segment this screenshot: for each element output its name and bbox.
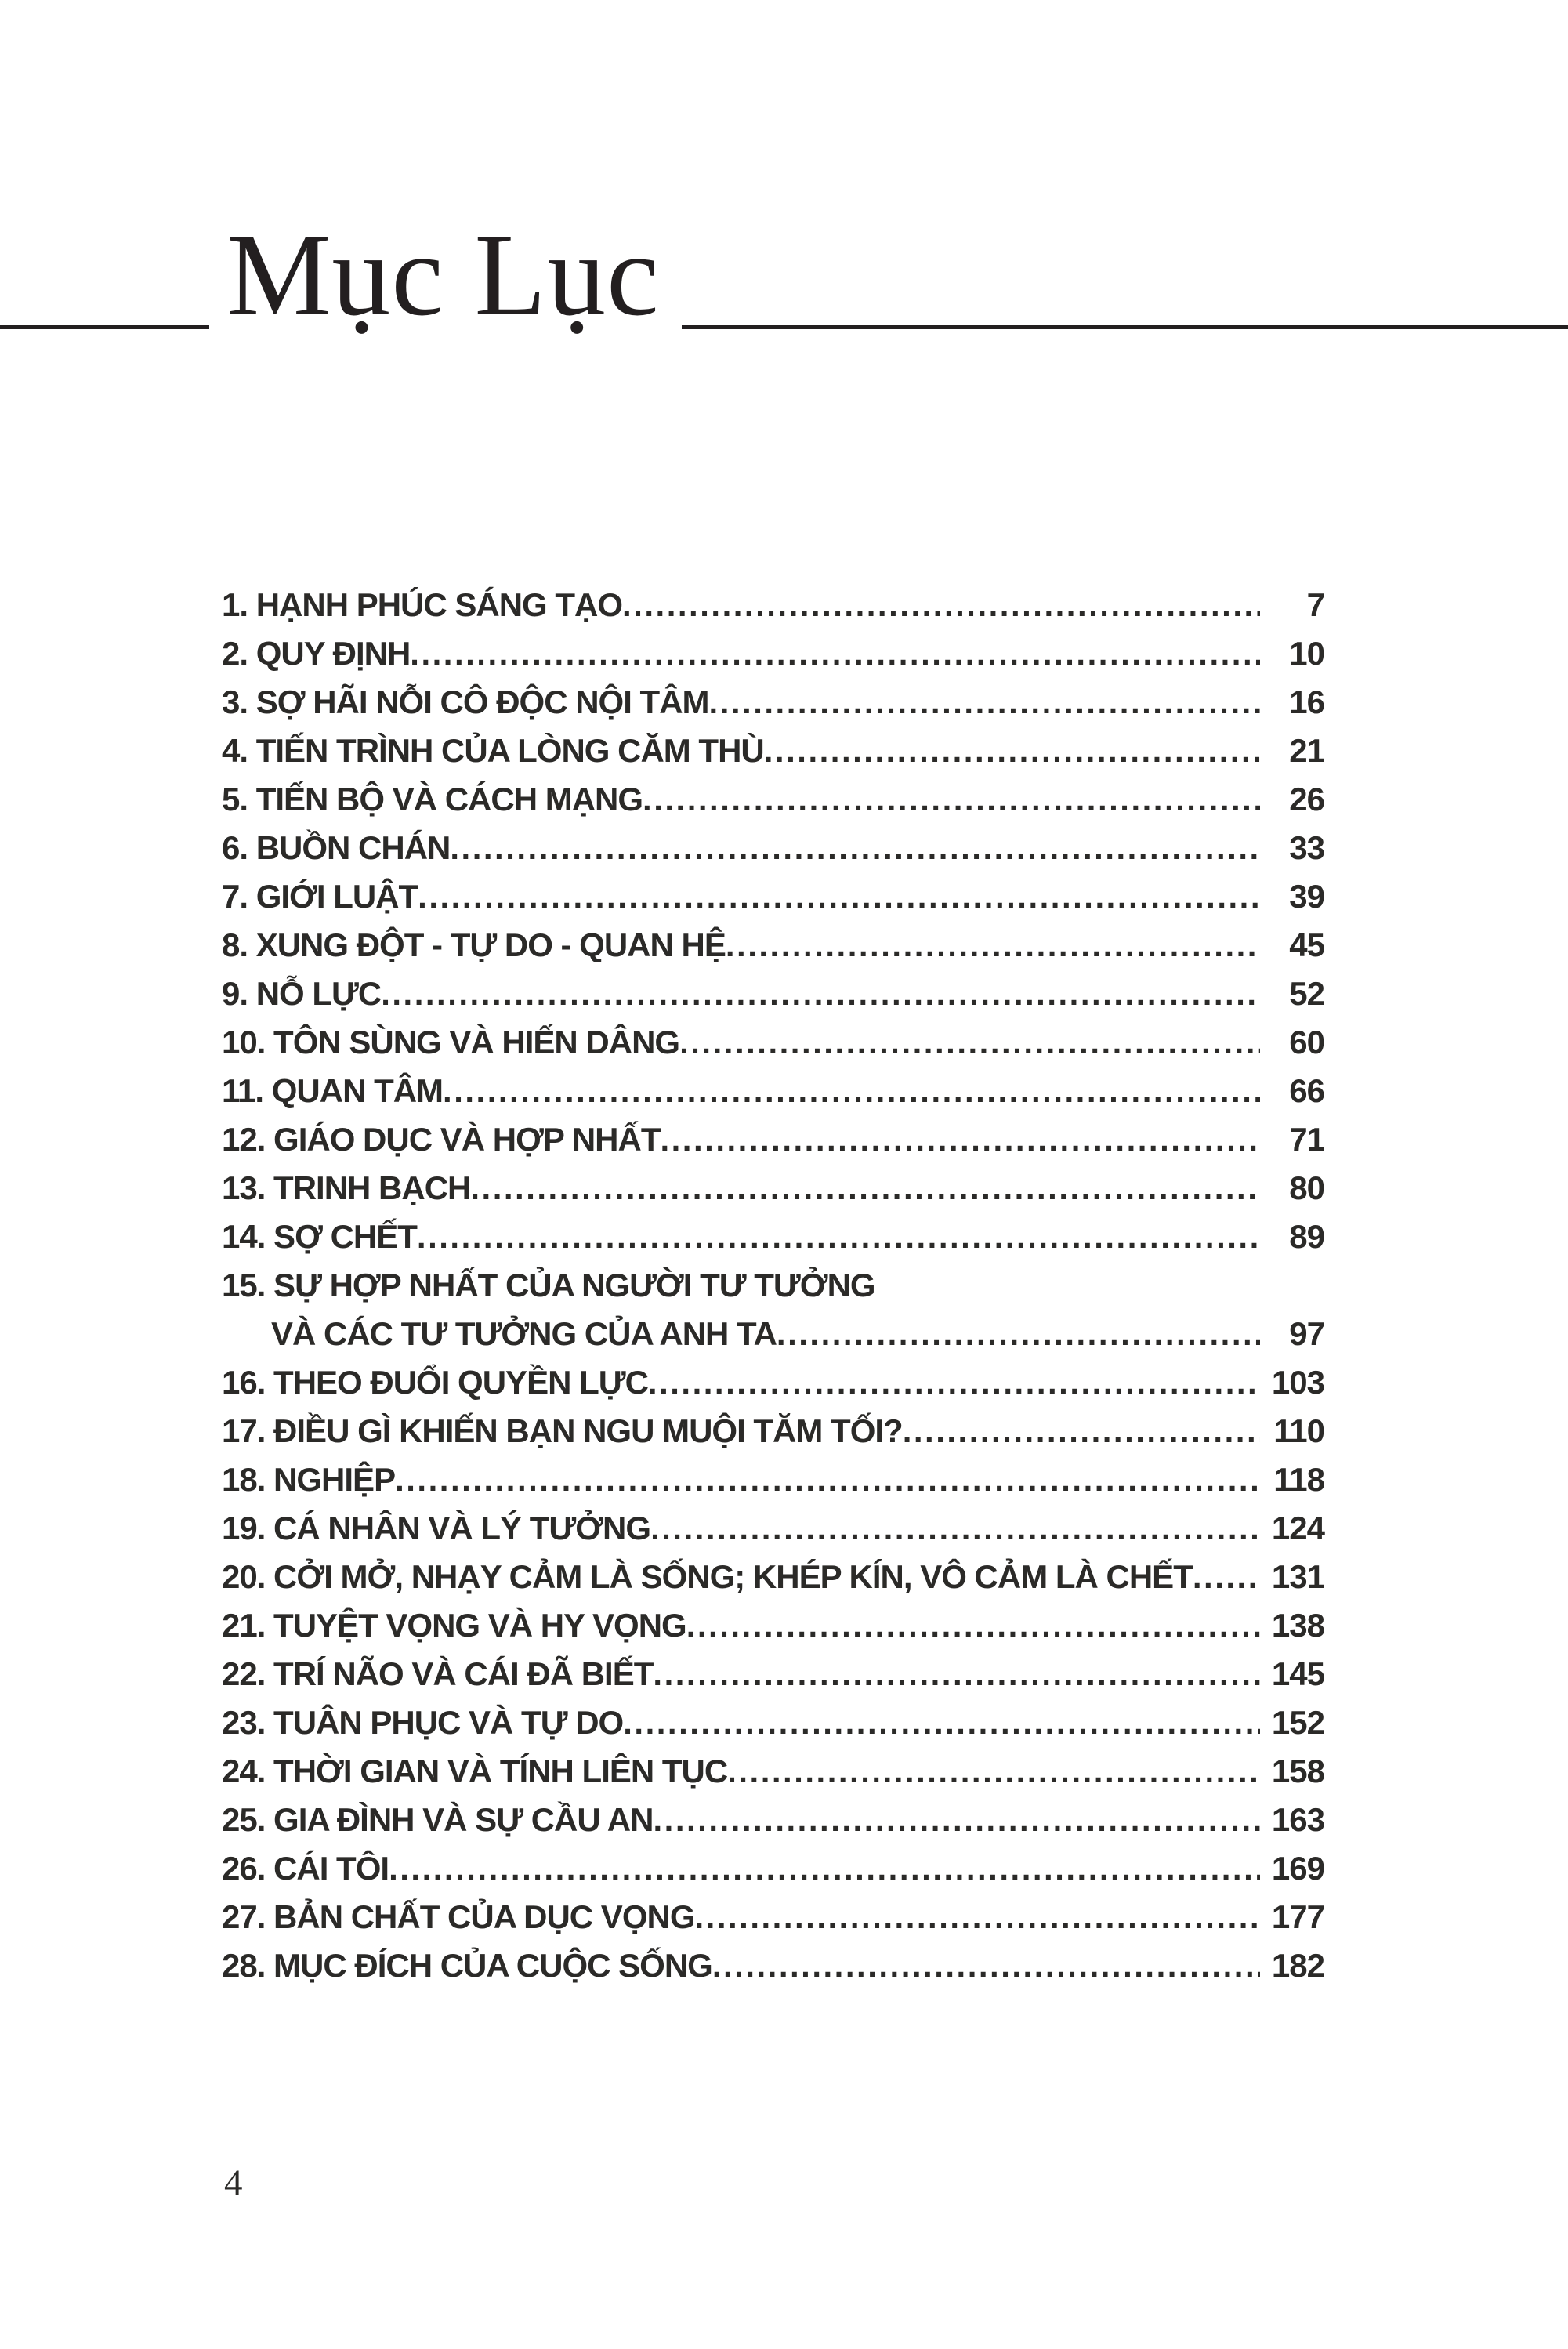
dot-leader xyxy=(443,1067,1260,1115)
toc-entry xyxy=(222,1261,1324,1310)
toc-entry xyxy=(222,1067,1324,1115)
toc-entry-page-number: 118 xyxy=(1273,1461,1324,1498)
toc-entry-label: 25. GIA ĐÌNH VÀ SỰ CẦU AN xyxy=(222,1801,654,1838)
dot-leader xyxy=(622,581,1260,629)
toc-entry xyxy=(222,872,1324,921)
dot-leader xyxy=(712,1941,1260,1990)
toc-entry-label: 4. TIẾN TRÌNH CỦA LÒNG CĂM THÙ xyxy=(222,732,764,769)
toc-entry xyxy=(222,1018,1324,1067)
toc-entry xyxy=(222,1893,1324,1941)
toc-entry-page-number: 177 xyxy=(1271,1898,1324,1935)
toc-entry xyxy=(222,970,1324,1018)
toc-entry xyxy=(222,1407,1324,1455)
toc-entry-label: 15. SỰ HỢP NHẤT CỦA NGƯỜI TƯ TƯỞNG xyxy=(222,1267,875,1303)
toc-entry-page-number: 182 xyxy=(1271,1947,1324,1984)
toc-entry-page-number: 103 xyxy=(1271,1364,1324,1401)
toc-entry-page-number: 45 xyxy=(1289,926,1324,963)
dot-leader xyxy=(623,1698,1260,1747)
page-title: Mục Lục xyxy=(209,216,682,334)
toc-entry xyxy=(222,1941,1324,1990)
toc-entry-label: 5. TIẾN BỘ VÀ CÁCH MẠNG xyxy=(222,781,643,817)
dot-leader xyxy=(395,1455,1260,1504)
dot-leader xyxy=(726,921,1260,970)
dot-leader xyxy=(903,1407,1260,1455)
toc-entry-page-number: 52 xyxy=(1289,975,1324,1012)
toc-entry-label: 24. THỜI GIAN VÀ TÍNH LIÊN TỤC xyxy=(222,1753,728,1789)
toc-entry-page-number: 66 xyxy=(1289,1072,1324,1109)
toc-entry xyxy=(222,921,1324,970)
toc-entry xyxy=(222,1650,1324,1698)
toc-entry-page-number: 16 xyxy=(1289,683,1324,720)
toc-entry-label: 14. SỢ CHẾT xyxy=(222,1218,417,1255)
toc-entry-label: 11. QUAN TÂM xyxy=(222,1072,444,1109)
toc-entry-page-number: 26 xyxy=(1289,781,1324,817)
toc-entry-page-number: 89 xyxy=(1289,1218,1324,1255)
toc-entry-label: 13. TRINH BẠCH xyxy=(222,1169,471,1206)
dot-leader xyxy=(686,1601,1260,1650)
dot-leader xyxy=(410,629,1260,678)
toc-entry-label: 23. TUÂN PHỤC VÀ TỰ DO xyxy=(222,1704,624,1741)
toc-entry-label: 12. GIÁO DỤC VÀ HỢP NHẤT xyxy=(222,1121,661,1158)
toc-entry-label: 21. TUYỆT VỌNG VÀ HY VỌNG xyxy=(222,1607,686,1644)
toc-entry-page-number: 39 xyxy=(1289,878,1324,915)
toc-entry-label: 16. THEO ĐUỔI QUYỀN LỰC xyxy=(222,1364,648,1401)
toc-entry-label: 19. CÁ NHÂN VÀ LÝ TƯỞNG xyxy=(222,1510,651,1546)
toc-entry xyxy=(222,1115,1324,1164)
toc-entry-label: 20. CỞI MỞ, NHẠY CẢM LÀ SỐNG; KHÉP KÍN, VÔ CẢM LÀ CHẾT xyxy=(222,1558,1193,1595)
toc-entry-page-number: 169 xyxy=(1271,1850,1324,1887)
folio-page-number: 4 xyxy=(224,2162,243,2203)
toc-entry-label: 28. MỤC ĐÍCH CỦA CUỘC SỐNG xyxy=(222,1947,712,1984)
dot-leader xyxy=(648,1358,1260,1407)
dot-leader xyxy=(709,678,1260,727)
toc-entry xyxy=(222,1698,1324,1747)
toc-entry xyxy=(222,1455,1324,1504)
toc-entry-page-number: 60 xyxy=(1289,1024,1324,1060)
toc-entry-label: 3. SỢ HÃI NỖI CÔ ĐỘC NỘI TÂM xyxy=(222,683,709,720)
dot-leader xyxy=(727,1747,1260,1796)
dot-leader xyxy=(653,1796,1260,1844)
toc-entry-page-number: 152 xyxy=(1271,1704,1324,1741)
toc-entry xyxy=(222,1844,1324,1893)
toc-entry-page-number: 110 xyxy=(1273,1412,1324,1449)
toc-entry xyxy=(222,824,1324,872)
toc-entry xyxy=(222,775,1324,824)
toc-entry-label: 2. QUY ĐỊNH xyxy=(222,635,411,672)
dot-leader xyxy=(389,1844,1260,1893)
toc-entry xyxy=(222,1504,1324,1553)
toc-entry xyxy=(222,1213,1324,1261)
toc-entry-label: 8. XUNG ĐỘT - TỰ DO - QUAN HỆ xyxy=(222,926,726,963)
toc-entry xyxy=(222,1601,1324,1650)
toc-entry-page-number: 80 xyxy=(1289,1169,1324,1206)
toc-entry-label: 10. TÔN SÙNG VÀ HIẾN DÂNG xyxy=(222,1024,680,1060)
toc-entry-page-number: 163 xyxy=(1271,1801,1324,1838)
dot-leader xyxy=(643,775,1260,824)
toc-entry-label: 17. ĐIỀU GÌ KHIẾN BẠN NGU MUỘI TĂM TỐI? xyxy=(222,1412,903,1449)
toc-entry-label: 1. HẠNH PHÚC SÁNG TẠO xyxy=(222,586,623,623)
toc-entry-continuation xyxy=(222,1310,1324,1358)
toc-entry-page-number: 97 xyxy=(1289,1315,1324,1352)
toc-entry xyxy=(222,727,1324,775)
toc-entry xyxy=(222,581,1324,629)
toc-entry-page-number: 124 xyxy=(1271,1510,1324,1546)
dot-leader xyxy=(777,1310,1260,1358)
toc-entry-label: 6. BUỒN CHÁN xyxy=(222,829,451,866)
toc-entry-page-number: 21 xyxy=(1289,732,1324,769)
dot-leader xyxy=(660,1115,1260,1164)
toc-entry xyxy=(222,1358,1324,1407)
dot-leader xyxy=(417,1213,1260,1261)
dot-leader xyxy=(694,1893,1260,1941)
toc-entry xyxy=(222,1164,1324,1213)
toc-entry xyxy=(222,1553,1324,1601)
toc-entry-label: 18. NGHIỆP xyxy=(222,1461,396,1498)
toc-entry-label: VÀ CÁC TƯ TƯỞNG CỦA ANH TA xyxy=(271,1315,777,1352)
toc-entry-label: 9. NỖ LỰC xyxy=(222,975,382,1012)
toc-entry-page-number: 71 xyxy=(1289,1121,1324,1158)
toc-entry-page-number: 145 xyxy=(1271,1655,1324,1692)
toc-list xyxy=(222,581,1324,1990)
toc-entry-label: 7. GIỚI LUẬT xyxy=(222,878,418,915)
dot-leader xyxy=(381,970,1260,1018)
toc-entry-label: 27. BẢN CHẤT CỦA DỤC VỌNG xyxy=(222,1898,695,1935)
dot-leader xyxy=(450,824,1260,872)
toc-entry-page-number: 138 xyxy=(1271,1607,1324,1644)
toc-entry xyxy=(222,678,1324,727)
dot-leader xyxy=(418,872,1260,921)
toc-entry xyxy=(222,629,1324,678)
toc-entry xyxy=(222,1796,1324,1844)
dot-leader xyxy=(650,1504,1260,1553)
dot-leader xyxy=(1193,1553,1260,1601)
toc-entry-label: 22. TRÍ NÃO VÀ CÁI ĐÃ BIẾT xyxy=(222,1655,654,1692)
toc-entry-page-number: 131 xyxy=(1271,1558,1324,1595)
dot-leader xyxy=(470,1164,1260,1213)
toc-entry-label: 26. CÁI TÔI xyxy=(222,1850,389,1887)
toc-entry-page-number: 33 xyxy=(1289,829,1324,866)
toc-entry-page-number: 7 xyxy=(1306,586,1324,623)
toc-entry xyxy=(222,1747,1324,1796)
dot-leader xyxy=(764,727,1260,775)
dot-leader xyxy=(679,1018,1260,1067)
dot-leader xyxy=(653,1650,1260,1698)
toc-entry-page-number: 10 xyxy=(1289,635,1324,672)
toc-entry-page-number: 158 xyxy=(1271,1753,1324,1789)
